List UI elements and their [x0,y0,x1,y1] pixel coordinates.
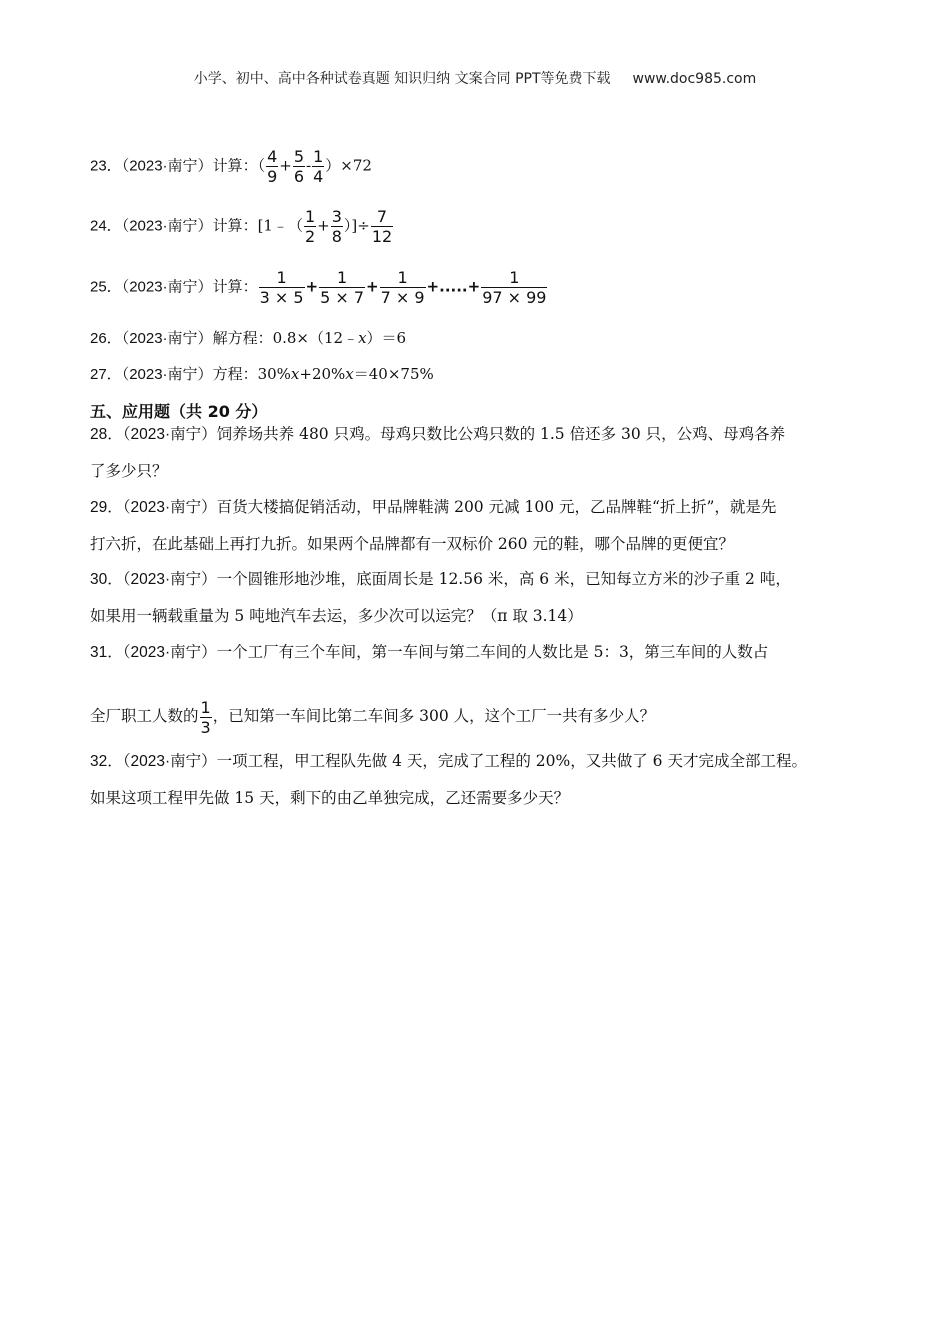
fraction: $\frac{1}{2}$ [304,207,316,246]
operator: + [279,156,292,175]
fraction: $\frac{1}{7 \times 9}$ [380,268,425,307]
operator: +.....+ [426,277,481,296]
question-label: 计算： [212,277,258,296]
question-number: 30． [90,571,123,588]
question-30 [90,561,880,634]
question-source: （2023·南宁） [121,366,213,383]
question-source: （2023·南宁） [122,753,217,770]
question-text: 一个工厂有三个车间，第一车间与第二车间的人数比是 5：3，第三车间的人数占 [216,643,769,661]
question-32 [90,743,880,816]
question-24 [90,207,394,246]
question-text: 一项工程，甲工程队先做 4 天，完成了工程的 20%，又共做了 6 天才完成全部工程。 [216,752,807,770]
header-text: 小学、初中、高中各种试卷真题 知识归纳 文案合同 PPT等免费下载 [193,71,611,87]
variable: x [290,365,300,383]
question-number: 24． [90,217,122,235]
fraction: $\frac{1}{3}$ [200,697,211,737]
question-source: （2023·南宁） [121,278,213,296]
fraction: $\frac{1}{97 \times 99}$ [482,268,547,307]
question-27 [90,364,434,385]
question-source: （2023·南宁） [121,330,213,347]
question-23 [90,147,372,186]
question-label: 计算：[1﹣（ [212,216,303,235]
question-29 [90,489,880,562]
question-text: 饲养场共养 480 只鸡。母鸡只数比公鸡只数的 1.5 倍还多 30 只，公鸡、母鸡各养 [216,425,786,443]
page-header [0,68,950,88]
question-text: ＝40×75% [353,365,434,383]
question-source: （2023·南宁） [121,157,213,175]
variable: x [345,365,354,383]
question-28 [90,416,880,489]
question-text: +20% [299,365,346,383]
question-tail: ）×72 [325,156,372,175]
question-text: 一个圆锥形地沙堆，底面周长是 12.56 米，高 6 米，已知每立方米的沙子重 2 吨， [216,570,791,588]
question-number: 28． [90,426,123,443]
question-text: 方程：30% [212,365,291,383]
question-source: （2023·南宁） [122,499,217,516]
question-source: （2023·南宁） [121,217,213,235]
question-text: 如果用一辆载重量为 5 吨地汽车去运，多少次可以运完？（π 取 3.14） [90,607,583,625]
question-source: （2023·南宁） [122,644,217,661]
fraction: $\frac{3}{8}$ [331,207,342,246]
fraction: $\frac{1}{3 \times 5}$ [259,268,304,307]
operator: + [366,277,379,296]
fraction: $\frac{5}{6}$ [293,147,305,186]
operator: - [306,156,312,175]
question-text: 了多少只？ [90,462,168,480]
question-number: 32． [90,753,123,770]
question-source: （2023·南宁） [122,426,217,443]
operator: + [317,216,330,235]
question-text: ，已知第一车间比第二车间多 300 人，这个工厂一共有多少人？ [212,707,656,725]
fraction: $\frac{1}{5 \times 7}$ [320,268,365,307]
question-number: 26． [90,330,122,347]
question-text: 全厂职工人数的 [90,707,199,725]
question-26 [90,328,406,349]
fraction: $\frac{7}{12}$ [371,207,393,246]
section-title: 五、应用题（共 20 分） [90,402,268,421]
operator: + [305,277,319,296]
fraction: $\frac{1}{4}$ [313,147,324,186]
variable: x [358,329,367,347]
question-text: 解方程：0.8×（12﹣ [212,329,359,347]
question-number: 25． [90,278,122,296]
question-number: 29． [90,499,123,516]
question-mid: ）]÷ [343,216,370,235]
question-source: （2023·南宁） [122,571,217,588]
question-number: 23． [90,157,122,175]
question-25 [90,268,548,307]
question-text: 百货大楼搞促销活动，甲品牌鞋满 200 元减 100 元，乙品牌鞋“折上折”，就是先 [216,498,777,516]
question-31-line2 [90,693,880,739]
question-text: 如果这项工程甲先做 15 天，剩下的由乙单独完成，乙还需要多少天？ [90,789,570,807]
question-number: 31． [90,644,123,661]
question-number: 27． [90,366,122,383]
question-text: ）＝6 [366,329,407,347]
header-site: www.doc985.com [632,71,757,87]
question-label: 计算：（ [212,156,266,175]
fraction: $\frac{4}{9}$ [267,147,278,186]
question-31 [90,634,880,671]
question-text: 打六折，在此基础上再打九折。如果两个品牌都有一双标价 260 元的鞋，哪个品牌的更便宜？ [90,535,734,553]
